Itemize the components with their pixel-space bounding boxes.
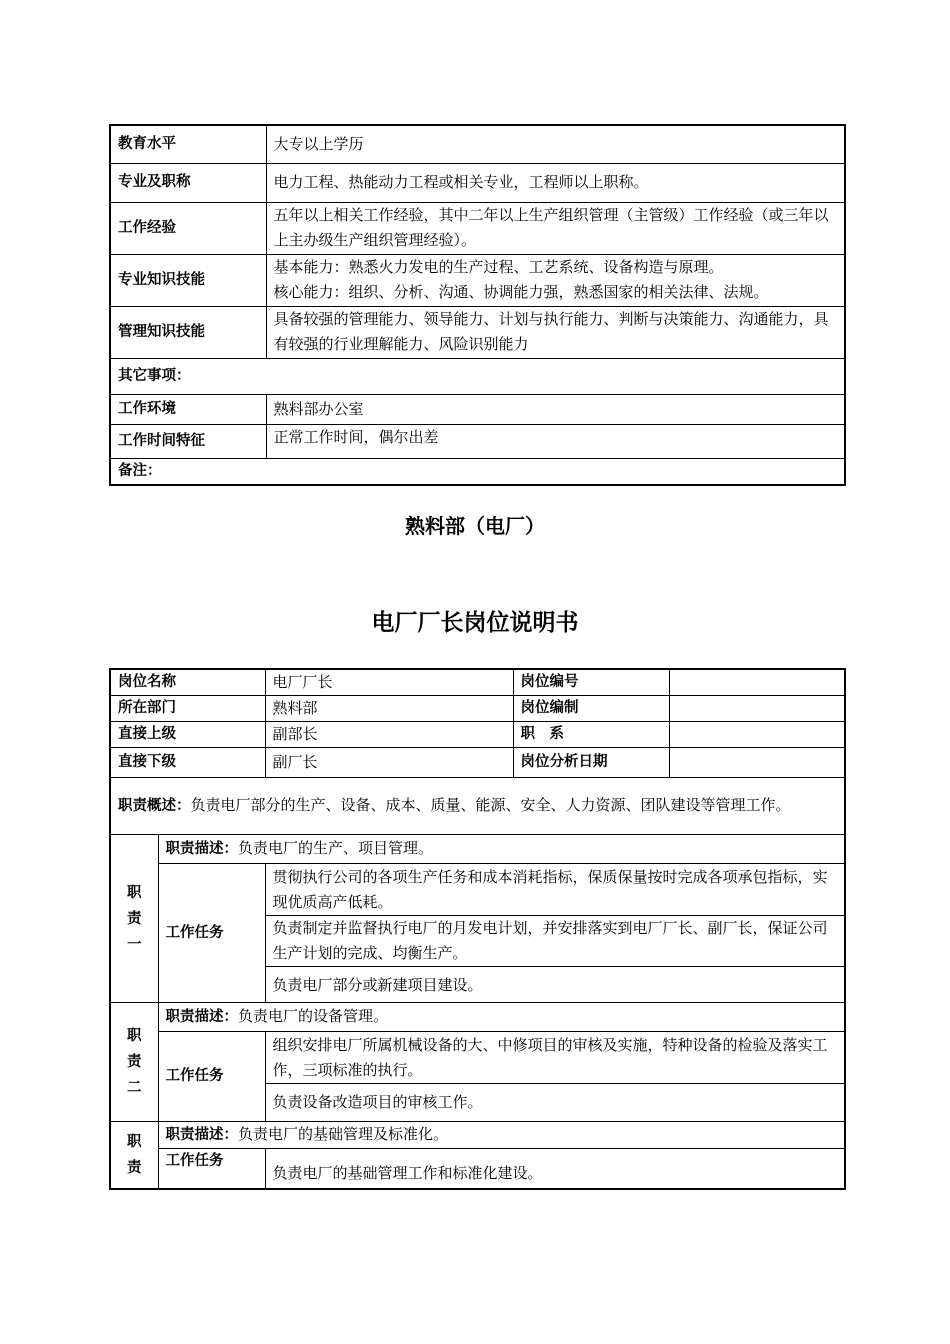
table-row: [110, 1032, 845, 1084]
duty-desc-label: 职责描述：: [165, 1009, 238, 1025]
row-label: 教育水平: [110, 125, 266, 163]
basic-ability-text: 基本能力：熟悉火力发电的生产过程、工艺系统、设备构造与原理。: [273, 258, 724, 276]
table-row: [110, 394, 845, 424]
task-item: 组织安排电厂所属机械设备的大、中修项目的审核及实施，特种设备的检验及落实工作，三项标准的执行。: [265, 1032, 845, 1084]
table-row: [110, 778, 845, 835]
duty-3-label: [110, 1122, 158, 1189]
task-item: 负责电厂的基础管理工作和标准化建设。: [265, 1149, 845, 1189]
department-label: 所在部门: [110, 696, 265, 722]
table-row: [110, 722, 845, 748]
duty-char: 职: [127, 1133, 142, 1150]
subordinate-value: 副厂长: [265, 748, 513, 778]
position-name-label: 岗位名称: [110, 669, 265, 696]
table-row: [110, 458, 845, 485]
table-row: [110, 125, 845, 163]
table-row: [110, 748, 845, 778]
table-row: [110, 669, 845, 696]
row-label: 工作经验: [110, 202, 266, 254]
row-value: 五年以上相关工作经验，其中二年以上生产组织管理（主管级）工作经验（或三年以上主办级生产组织管理经验）。: [266, 202, 845, 254]
subordinate-label: 直接下级: [110, 748, 265, 778]
table-row: [110, 306, 845, 358]
core-ability-text: 核心能力：组织、分析、沟通、协调能力强，熟悉国家的相关法律、法规。: [273, 283, 769, 301]
position-code-value: [669, 669, 845, 696]
task-item: 负责电厂部分或新建项目建设。: [265, 967, 845, 1003]
duty-char: 二: [127, 1080, 142, 1096]
duty-desc-label: 职责描述：: [165, 1127, 238, 1143]
superior-value: 副部长: [265, 722, 513, 748]
analysis-date-label: 岗位分析日期: [513, 748, 669, 778]
task-item: 贯彻执行公司的各项生产任务和成本消耗指标，保质保量按时完成各项承包指标，实现优质高产低耗。: [265, 864, 845, 916]
remark-label: 备注：: [110, 458, 845, 485]
duty-summary: [110, 778, 845, 835]
row-label: 专业及职称: [110, 163, 266, 202]
duty-summary-text: 负责电厂部分的生产、设备、成本、质量、能源、安全、人力资源、团队建设等管理工作。: [190, 796, 791, 814]
duty-char: 责: [127, 1054, 142, 1070]
time-value: 正常工作时间，偶尔出差: [266, 424, 845, 458]
task-item: 负责制定并监督执行电厂的月发电计划，并安排落实到电厂厂长、副厂长，保证公司生产计划的完成、均衡生产。: [265, 916, 845, 967]
task-label: 工作任务: [158, 1149, 265, 1189]
table-row: [110, 696, 845, 722]
row-label: 专业知识技能: [110, 254, 266, 306]
duty-char: 一: [127, 936, 142, 953]
row-value: 具备较强的管理能力、领导能力、计划与执行能力、判断与决策能力、沟通能力，具有较强的行业理解能力、风险识别能力: [266, 306, 845, 358]
qualification-table: [109, 124, 846, 486]
duty-summary-label: 职责概述：: [118, 798, 191, 814]
duty-1-label: [110, 835, 158, 1003]
duty-description: [158, 1003, 845, 1032]
task-label: 工作任务: [158, 864, 265, 1003]
page-title: 电厂厂长岗位说明书: [371, 610, 579, 636]
duty-2-label: [110, 1003, 158, 1122]
table-row: [110, 1122, 845, 1149]
department-value: 熟料部: [265, 696, 513, 722]
superior-label: 直接上级: [110, 722, 265, 748]
duty-description: [158, 1122, 845, 1149]
other-items-label: 其它事项：: [110, 358, 845, 394]
table-row: [110, 163, 845, 202]
table-row: [110, 254, 845, 306]
position-name-value: 电厂厂长: [265, 669, 513, 696]
duty-desc-label: 职责描述：: [165, 841, 238, 857]
table-row: [110, 358, 845, 394]
job-family-label: 职 系: [513, 722, 669, 748]
duty-char: 职: [127, 1028, 142, 1044]
job-family-value: [669, 722, 845, 748]
row-value: [266, 254, 845, 306]
table-row: [110, 1003, 845, 1032]
table-row: [110, 424, 845, 458]
table-row: [110, 1149, 845, 1189]
duty-char: 责: [127, 1159, 142, 1176]
position-code-label: 岗位编号: [513, 669, 669, 696]
task-item: 负责设备改造项目的审核工作。: [265, 1084, 845, 1122]
env-label: 工作环境: [110, 394, 266, 424]
headcount-value: [669, 696, 845, 722]
duty-char: 责: [127, 910, 142, 927]
department-heading: 熟料部（电厂）: [405, 514, 545, 538]
time-label: 工作时间特征: [110, 424, 266, 458]
duty-desc-text: 负责电厂的设备管理。: [238, 1007, 389, 1025]
table-row: [110, 864, 845, 916]
headcount-label: 岗位编制: [513, 696, 669, 722]
duty-char: 职: [127, 884, 142, 901]
duty-desc-text: 负责电厂的生产、项目管理。: [238, 839, 434, 857]
row-value: 电力工程、热能动力工程或相关专业，工程师以上职称。: [266, 163, 845, 202]
duty-desc-text: 负责电厂的基础管理及标准化。: [238, 1125, 449, 1143]
duty-description: [158, 835, 845, 864]
env-value: 熟料部办公室: [266, 394, 845, 424]
analysis-date-value: [669, 748, 845, 778]
table-row: [110, 835, 845, 864]
task-label: 工作任务: [158, 1032, 265, 1122]
row-label: 管理知识技能: [110, 306, 266, 358]
job-description-table: [109, 668, 846, 1190]
table-row: [110, 202, 845, 254]
row-value: 大专以上学历: [266, 125, 845, 163]
